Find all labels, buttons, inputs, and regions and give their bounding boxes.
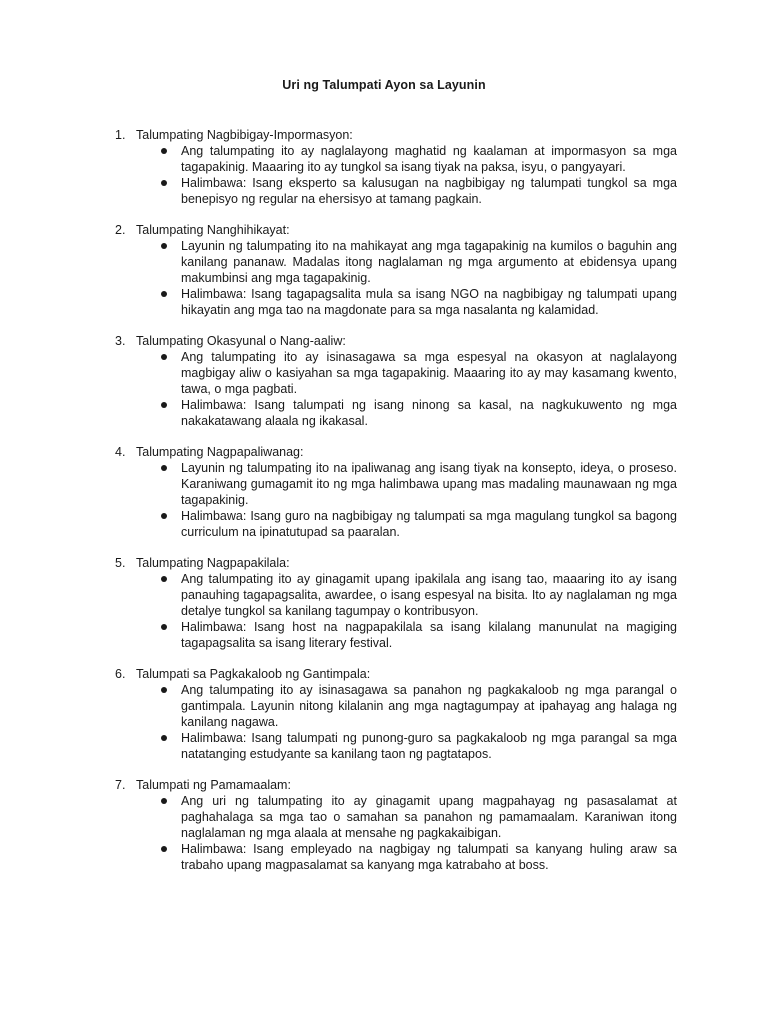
bullet-item bbox=[159, 238, 677, 286]
section-heading: Talumpating Nagbibigay-Impormasyon: bbox=[136, 128, 353, 142]
bullet-item bbox=[159, 841, 677, 873]
section-heading-row bbox=[115, 127, 677, 143]
bullet-dot-icon bbox=[161, 465, 167, 471]
bullet-text: Ang uri ng talumpating ito ay ginagamit upang magpahayag ng pasasalamat at paghahalaga sa mga tao o samahan sa panahon ng pamamaalam. Karaniwan itong naglalaman ng mga alaala at mensahe ng pagkakaibigan. bbox=[181, 794, 677, 840]
section-heading: Talumpati sa Pagkakaloob ng Gantimpala: bbox=[136, 667, 371, 681]
bullet-dot-icon bbox=[161, 624, 167, 630]
bullet-dot-icon bbox=[161, 243, 167, 249]
section-item bbox=[115, 127, 677, 207]
section-number: 2. bbox=[115, 223, 126, 237]
bullet-text: Halimbawa: Isang talumpati ng isang ninong sa kasal, na nagkukuwento ng mga nakakatawang alaala ng ikakasal. bbox=[181, 398, 677, 428]
bullet-text: Halimbawa: Isang tagapagsalita mula sa isang NGO na nagbibigay ng talumpati upang hikayatin ang mga tao na magdonate para sa mga nasalanta ng kalamidad. bbox=[181, 287, 677, 317]
section-heading-row bbox=[115, 555, 677, 571]
bullet-dot-icon bbox=[161, 513, 167, 519]
bullet-item bbox=[159, 286, 677, 318]
section-item bbox=[115, 555, 677, 651]
section-number: 4. bbox=[115, 445, 126, 459]
bullet-list bbox=[115, 793, 677, 873]
bullet-text: Halimbawa: Isang host na nagpapakilala sa isang kilalang manunulat na magiging tagapagsalita sa isang literary festival. bbox=[181, 620, 677, 650]
bullet-text: Ang talumpating ito ay isinasagawa sa panahon ng pagkakaloob ng mga parangal o gantimpala. Layunin nitong kilalanin ang mga nagtagumpay at ipahayag ang halaga ng kanilang nagawa. bbox=[181, 683, 677, 729]
bullet-dot-icon bbox=[161, 576, 167, 582]
section-number: 6. bbox=[115, 667, 126, 681]
bullet-list bbox=[115, 571, 677, 651]
bullet-list bbox=[115, 238, 677, 318]
bullet-dot-icon bbox=[161, 180, 167, 186]
bullet-item bbox=[159, 730, 677, 762]
bullet-dot-icon bbox=[161, 735, 167, 741]
bullet-item bbox=[159, 349, 677, 397]
bullet-text: Halimbawa: Isang guro na nagbibigay ng talumpati sa mga magulang tungkol sa bagong curriculum na ipinatutupad sa paaralan. bbox=[181, 509, 677, 539]
section-number: 3. bbox=[115, 334, 126, 348]
bullet-text: Ang talumpating ito ay ginagamit upang ipakilala ang isang tao, maaaring ito ay isang panauhing tagapagsalita, awardee, o isang espesyal na bisita. Ito ay naglalaman ng mga detalye tungkol sa kanilang tagumpay o kontribusyon. bbox=[181, 572, 677, 618]
bullet-dot-icon bbox=[161, 846, 167, 852]
bullet-item bbox=[159, 175, 677, 207]
section-number: 5. bbox=[115, 556, 126, 570]
section-heading: Talumpating Nanghihikayat: bbox=[136, 223, 290, 237]
bullet-text: Halimbawa: Isang talumpati ng punong-guro sa pagkakaloob ng mga parangal sa mga natatanging estudyante sa kanilang taon ng pagtatapos. bbox=[181, 731, 677, 761]
bullet-list bbox=[115, 349, 677, 429]
bullet-list bbox=[115, 682, 677, 762]
bullet-item bbox=[159, 397, 677, 429]
bullet-item bbox=[159, 143, 677, 175]
bullet-text: Layunin ng talumpating ito na mahikayat ang mga tagapakinig na kumilos o baguhin ang kanilang pananaw. Madalas itong naglalaman ng mga argumento at ebidensya upang makumbinsi ang mga tagapakinig. bbox=[181, 239, 677, 285]
bullet-text: Halimbawa: Isang eksperto sa kalusugan na nagbibigay ng talumpati tungkol sa mga benepisyo ng regular na ehersisyo at tamang pagkain. bbox=[181, 176, 677, 206]
bullet-dot-icon bbox=[161, 148, 167, 154]
bullet-text: Ang talumpating ito ay naglalayong maghatid ng kaalaman at impormasyon sa mga tagapakinig. Maaaring ito ay tungkol sa isang tiyak na paksa, isyu, o pangyayari. bbox=[181, 144, 677, 174]
bullet-text: Ang talumpating ito ay isinasagawa sa mga espesyal na okasyon at naglalayong magbigay aliw o kasiyahan sa mga tagapakinig. Maaaring ito ay may kasamang kwento, tawa, o mga pagbati. bbox=[181, 350, 677, 396]
bullet-dot-icon bbox=[161, 402, 167, 408]
section-heading: Talumpati ng Pamamaalam: bbox=[136, 778, 291, 792]
section-number: 1. bbox=[115, 128, 126, 142]
bullet-dot-icon bbox=[161, 798, 167, 804]
bullet-dot-icon bbox=[161, 291, 167, 297]
section-item bbox=[115, 444, 677, 540]
section-heading-row bbox=[115, 777, 677, 793]
section-heading-row bbox=[115, 666, 677, 682]
section-heading-row bbox=[115, 222, 677, 238]
section-item bbox=[115, 777, 677, 873]
bullet-list bbox=[115, 460, 677, 540]
bullet-item bbox=[159, 682, 677, 730]
bullet-dot-icon bbox=[161, 354, 167, 360]
section-heading: Talumpating Nagpapaliwanag: bbox=[136, 445, 304, 459]
bullet-item bbox=[159, 619, 677, 651]
section-heading: Talumpating Nagpapakilala: bbox=[136, 556, 290, 570]
section-heading: Talumpating Okasyunal o Nang-aaliw: bbox=[136, 334, 346, 348]
bullet-item bbox=[159, 793, 677, 841]
bullet-text: Layunin ng talumpating ito na ipaliwanag ang isang tiyak na konsepto, ideya, o proseso. Karaniwang gumagamit ito ng mga halimbawa upang mas madaling maunawaan ng mga tagapakinig. bbox=[181, 461, 677, 507]
bullet-item bbox=[159, 460, 677, 508]
bullet-item bbox=[159, 508, 677, 540]
bullet-dot-icon bbox=[161, 687, 167, 693]
bullet-text: Halimbawa: Isang empleyado na nagbigay ng talumpati sa kanyang huling araw sa trabaho upang magpasalamat sa kanyang mga katrabaho at boss. bbox=[181, 842, 677, 872]
section-list bbox=[115, 127, 677, 888]
bullet-item bbox=[159, 571, 677, 619]
bullet-list bbox=[115, 143, 677, 207]
section-item bbox=[115, 666, 677, 762]
section-heading-row bbox=[115, 444, 677, 460]
document-title: Uri ng Talumpati Ayon sa Layunin bbox=[282, 78, 486, 92]
section-item bbox=[115, 222, 677, 318]
section-heading-row bbox=[115, 333, 677, 349]
section-number: 7. bbox=[115, 778, 126, 792]
section-item bbox=[115, 333, 677, 429]
